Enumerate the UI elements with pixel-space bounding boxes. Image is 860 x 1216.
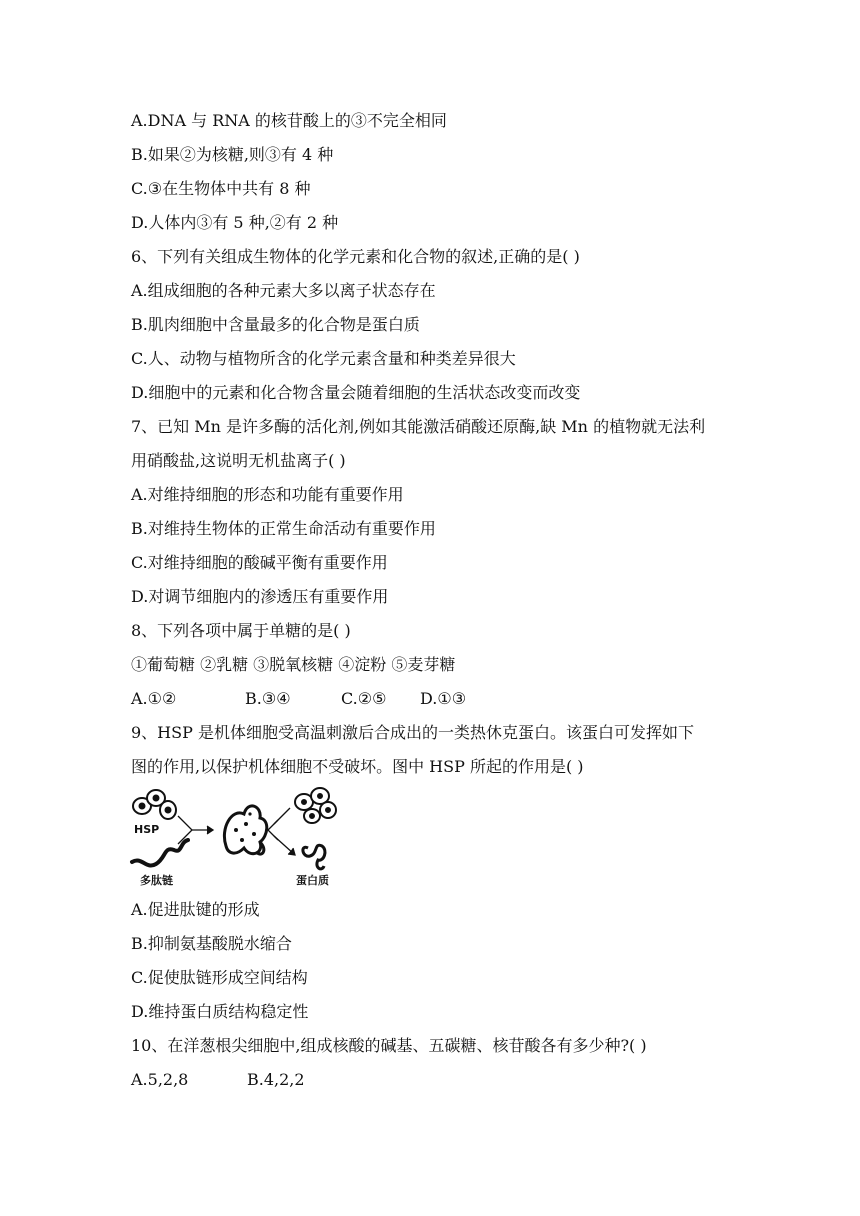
q8-option-b: B.③④ <box>245 689 291 708</box>
hsp-label: HSP <box>134 823 160 836</box>
q9-stem-line2: 图的作用,以保护机体细胞不受破坏。图中 HSP 所起的作用是( ) <box>131 757 584 776</box>
released-hsp-icon <box>295 788 336 823</box>
q5-option-d: D.人体内③有 5 种,②有 2 种 <box>131 213 339 232</box>
q5-option-b: B.如果②为核糖,则③有 4 种 <box>131 145 334 164</box>
q9-stem-line1: 9、HSP 是机体细胞受高温刺激后合成出的一类热休克蛋白。该蛋白可发挥如下 <box>131 723 694 742</box>
hsp-molecule-icon <box>133 790 176 819</box>
q6-option-a: A.组成细胞的各种元素大多以离子状态存在 <box>131 281 436 300</box>
hsp-polypeptide-complex-icon <box>224 806 266 854</box>
q9-option-d: D.维持蛋白质结构稳定性 <box>131 1002 309 1021</box>
q8-option-c: C.②⑤ <box>341 689 387 708</box>
diverge-arrow-icon <box>268 808 295 855</box>
q10-options-row <box>131 1070 305 1090</box>
q7-option-c: C.对维持细胞的酸碱平衡有重要作用 <box>131 553 388 572</box>
hsp-diagram <box>128 784 348 890</box>
q9-option-a: A.促进肽键的形成 <box>131 900 260 919</box>
q9-option-c: C.促使肽链形成空间结构 <box>131 968 308 987</box>
q7-option-b: B.对维持生物体的正常生命活动有重要作用 <box>131 519 436 538</box>
folded-protein-icon <box>303 845 325 869</box>
protein-label: 蛋白质 <box>296 874 329 887</box>
q8-option-a: A.①② <box>131 689 177 708</box>
q6-stem: 6、下列有关组成生物体的化学元素和化合物的叙述,正确的是( ) <box>131 247 580 266</box>
q7-option-d: D.对调节细胞内的渗透压有重要作用 <box>131 587 389 606</box>
q6-option-c: C.人、动物与植物所含的化学元素含量和种类差异很大 <box>131 349 516 368</box>
q10-option-b: B.4,2,2 <box>247 1070 305 1089</box>
q9-option-b: B.抑制氨基酸脱水缩合 <box>131 934 292 953</box>
q6-option-d: D.细胞中的元素和化合物含量会随着细胞的生活状态改变而改变 <box>131 383 581 402</box>
q8-items: ①葡萄糖 ②乳糖 ③脱氧核糖 ④淀粉 ⑤麦芽糖 <box>131 655 456 674</box>
q10-option-a: A.5,2,8 <box>131 1070 189 1089</box>
converge-arrow-icon <box>178 816 213 844</box>
q7-option-a: A.对维持细胞的形态和功能有重要作用 <box>131 485 404 504</box>
q8-stem: 8、下列各项中属于单糖的是( ) <box>131 621 351 640</box>
q6-option-b: B.肌肉细胞中含量最多的化合物是蛋白质 <box>131 315 420 334</box>
polypeptide-label: 多肽链 <box>140 874 173 887</box>
q7-stem-line1: 7、已知 Mn 是许多酶的活化剂,例如其能激活硝酸还原酶,缺 Mn 的植物就无法利 <box>131 417 706 436</box>
q10-stem: 10、在洋葱根尖细胞中,组成核酸的碱基、五碳糖、核苷酸各有多少种?( ) <box>131 1036 647 1055</box>
q5-option-a: A.DNA 与 RNA 的核苷酸上的③不完全相同 <box>131 111 447 130</box>
q7-stem-line2: 用硝酸盐,这说明无机盐离子( ) <box>131 451 346 470</box>
q8-option-d: D.①③ <box>420 689 467 708</box>
q5-option-c: C.③在生物体中共有 8 种 <box>131 179 311 198</box>
q8-options-row <box>131 689 466 709</box>
polypeptide-chain-icon <box>132 840 188 866</box>
